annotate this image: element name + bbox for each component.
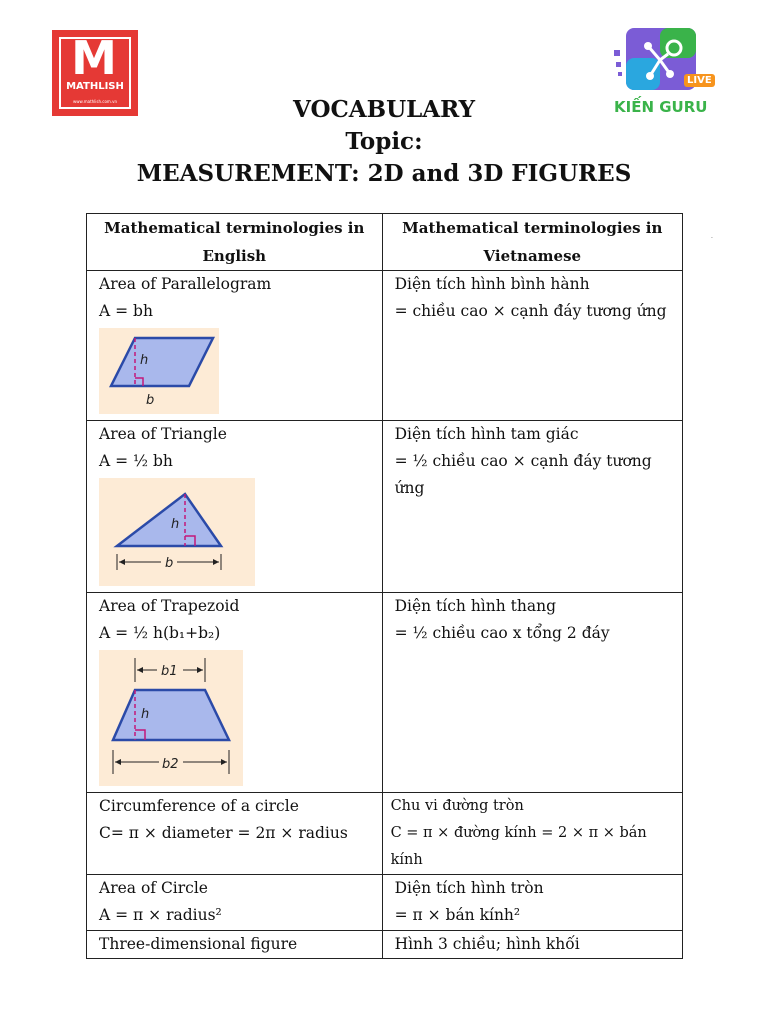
formula: C= π × diameter = 2π × radius bbox=[99, 824, 348, 842]
header-vietnamese: Mathematical terminologies in Vietnamese bbox=[382, 214, 682, 271]
mathlish-logo-url: www.mathlish.com.vn bbox=[73, 99, 117, 104]
english-cell bbox=[87, 593, 383, 793]
base-label: b bbox=[146, 393, 155, 408]
english-cell bbox=[87, 875, 383, 931]
formula: A = bh bbox=[99, 302, 153, 320]
table-row bbox=[87, 421, 683, 593]
page-topic: MEASUREMENT: 2D and 3D FIGURES bbox=[136, 160, 632, 187]
mathlish-logo-mark: M bbox=[71, 31, 117, 85]
vietnamese-cell bbox=[382, 793, 682, 875]
page-title: VOCABULARY bbox=[293, 96, 475, 123]
english-cell bbox=[87, 931, 383, 959]
term: Three-dimensional figure bbox=[99, 935, 298, 953]
english-cell bbox=[87, 271, 383, 421]
live-badge: LIVE bbox=[684, 74, 715, 87]
formula: = ½ chiều cao × cạnh đáy tương ứng bbox=[394, 452, 652, 497]
term: Diện tích hình thang bbox=[394, 597, 557, 615]
term: Area of Circle bbox=[99, 879, 208, 897]
term: Diện tích hình bình hành bbox=[394, 275, 590, 293]
table-row bbox=[87, 931, 683, 959]
mathlish-logo-name: MATHLISH bbox=[66, 81, 124, 92]
formula: = chiều cao × cạnh đáy tương ứng bbox=[394, 302, 667, 320]
table-row bbox=[87, 793, 683, 875]
base-label: b bbox=[165, 556, 174, 571]
term: Diện tích hình tròn bbox=[394, 879, 544, 897]
table-row bbox=[87, 271, 683, 421]
vietnamese-cell bbox=[382, 271, 682, 421]
top-base-label: b1 bbox=[161, 664, 178, 679]
kienguru-logo-name: KIẾN GURU bbox=[614, 98, 708, 116]
height-label: h bbox=[171, 517, 180, 532]
table-row bbox=[87, 593, 683, 793]
page-topic-label: Topic: bbox=[345, 128, 423, 155]
term: Chu vi đường tròn bbox=[390, 798, 524, 814]
vocabulary-table bbox=[86, 213, 683, 959]
table-header-row bbox=[87, 214, 683, 271]
english-cell bbox=[87, 793, 383, 875]
term: Hình 3 chiều; hình khối bbox=[394, 935, 580, 953]
parallelogram-figure bbox=[99, 328, 219, 414]
height-label: h bbox=[140, 353, 149, 368]
table-row bbox=[87, 875, 683, 931]
trapezoid-figure bbox=[99, 650, 243, 786]
header-english: Mathematical terminologies in English bbox=[87, 214, 383, 271]
formula: A = π × radius² bbox=[99, 906, 222, 924]
term: Diện tích hình tam giác bbox=[394, 425, 579, 443]
vietnamese-cell bbox=[382, 593, 682, 793]
formula: A = ½ h(b₁+b₂) bbox=[99, 624, 221, 642]
term: Area of Trapezoid bbox=[99, 597, 240, 615]
height-label: h bbox=[141, 707, 150, 722]
vietnamese-cell bbox=[382, 875, 682, 931]
english-cell bbox=[87, 421, 383, 593]
vietnamese-cell bbox=[382, 931, 682, 959]
formula: A = ½ bh bbox=[99, 452, 173, 470]
formula: C = π × đường kính = 2 × π × bán kính bbox=[390, 825, 647, 868]
triangle-figure bbox=[99, 478, 255, 586]
term: Area of Parallelogram bbox=[99, 275, 272, 293]
formula: = ½ chiều cao x tổng 2 đáy bbox=[394, 624, 610, 642]
stray-dot: . bbox=[711, 233, 713, 240]
term: Area of Triangle bbox=[99, 425, 227, 443]
vietnamese-cell bbox=[382, 421, 682, 593]
term: Circumference of a circle bbox=[99, 797, 299, 815]
bottom-base-label: b2 bbox=[162, 757, 179, 772]
formula: = π × bán kính² bbox=[394, 906, 521, 924]
